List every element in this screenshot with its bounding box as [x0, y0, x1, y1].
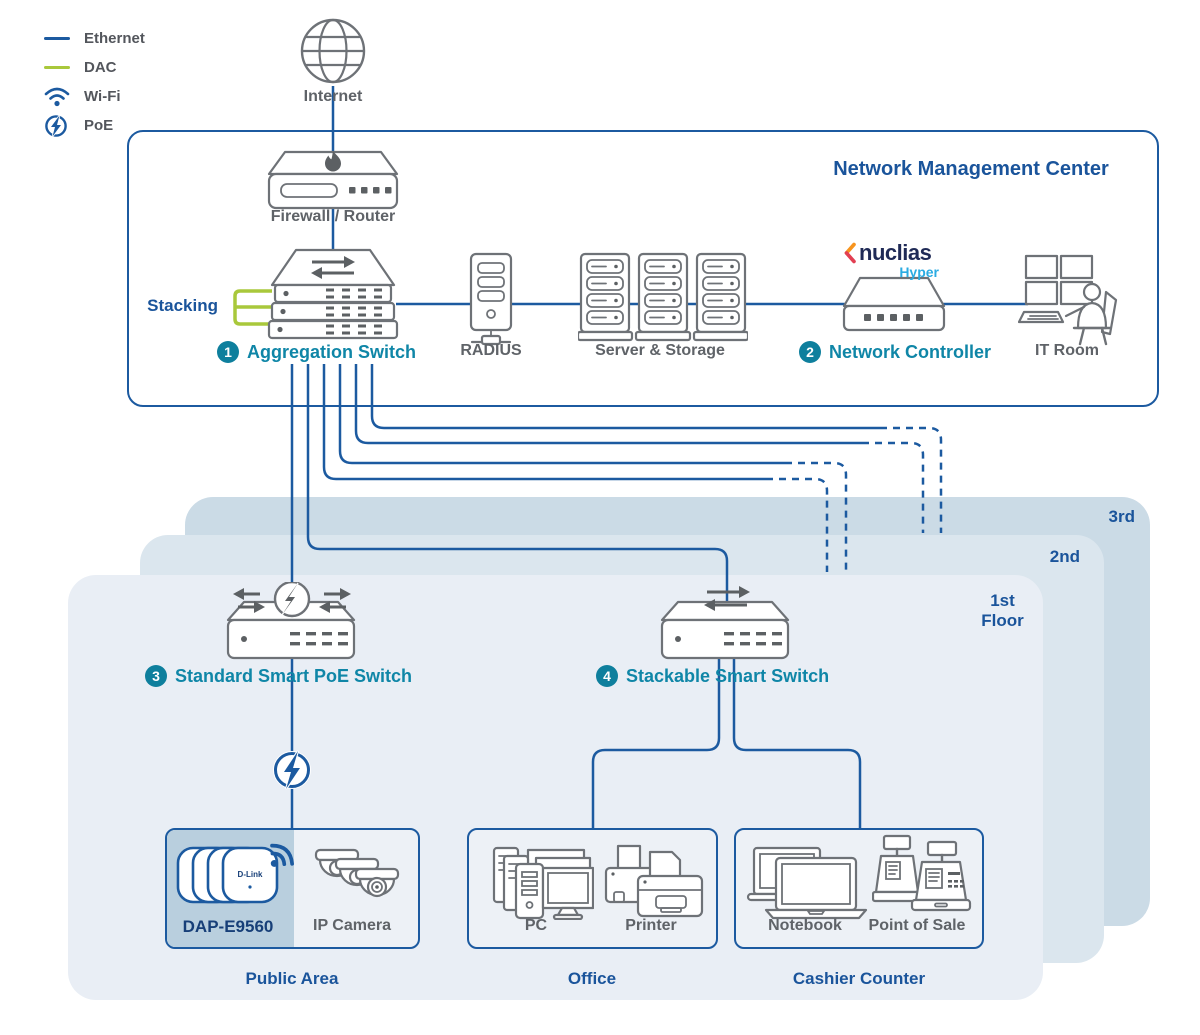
stacking-label: Stacking — [147, 296, 218, 315]
aggregation-switch-label-row — [217, 341, 416, 363]
point-of-sale-icon — [872, 832, 972, 926]
legend-label: DAC — [84, 59, 117, 76]
poe-switch-label: Standard Smart PoE Switch — [175, 665, 413, 686]
network-controller-label-row — [799, 341, 991, 363]
network-controller-label: Network Controller — [829, 341, 992, 362]
poe-icon — [44, 114, 74, 138]
pc-icon — [488, 842, 594, 920]
radius-server-icon — [463, 250, 519, 348]
stackable-switch-label-row — [596, 665, 829, 687]
legend-item-wifi — [44, 86, 145, 107]
it-room-label: IT Room — [1035, 342, 1099, 359]
firewall-router-icon — [263, 146, 403, 212]
badge-3: 3 — [145, 665, 167, 687]
legend-item-poe — [44, 115, 145, 136]
wifi-icon — [44, 86, 74, 107]
dac-line-swatch — [44, 66, 74, 69]
wire-uplink-3rd-a-dashed — [862, 443, 923, 533]
internet-label: Internet — [303, 88, 363, 105]
floor-label-2nd: 2nd — [1049, 547, 1080, 566]
nuclias-logo — [843, 242, 939, 280]
poe-inline-icon — [268, 746, 316, 794]
printer-label: Printer — [625, 917, 677, 934]
aggregation-switch-icon — [258, 246, 408, 342]
cashier-counter-caption: Cashier Counter — [792, 969, 926, 988]
wire-uplink-2nd-a-dashed — [766, 479, 827, 572]
nuclias-chevron-icon — [843, 242, 856, 264]
badge-4: 4 — [596, 665, 618, 687]
legend-label: Ethernet — [84, 30, 145, 47]
server-storage-icon — [578, 250, 748, 342]
floor-label-1st: 1st Floor — [981, 591, 1024, 630]
pc-label: PC — [524, 917, 548, 934]
badge-1: 1 — [217, 341, 239, 363]
legend-item-dac — [44, 57, 145, 78]
stackable-switch-label: Stackable Smart Switch — [626, 665, 830, 686]
nmc-title: Network Management Center — [833, 158, 1109, 180]
dap-e9560-label: DAP-E9560 — [182, 917, 274, 936]
ethernet-line-swatch — [44, 37, 74, 40]
poe-switch-icon — [218, 582, 368, 662]
badge-2: 2 — [799, 341, 821, 363]
radius-label: RADIUS — [460, 342, 522, 359]
firewall-router-label: Firewall / Router — [270, 208, 396, 225]
legend — [44, 28, 145, 136]
public-area-caption: Public Area — [245, 969, 339, 988]
notebook-icon — [746, 844, 868, 920]
hyper-wordmark: Hyper — [899, 264, 939, 280]
legend-item-ethernet — [44, 28, 145, 49]
ip-camera-icon — [312, 846, 408, 914]
poe-switch-label-row — [145, 665, 412, 687]
network-controller-icon — [836, 272, 952, 334]
wire-uplink-3rd-a — [356, 364, 862, 443]
it-room-icon — [1018, 250, 1120, 346]
stackable-switch-icon — [652, 582, 802, 662]
wire-uplink-2nd-b — [340, 364, 785, 463]
ip-camera-label: IP Camera — [313, 917, 391, 934]
aggregation-switch-label: Aggregation Switch — [247, 341, 417, 362]
wire-uplink-3rd-b — [372, 364, 880, 428]
notebook-label: Notebook — [768, 917, 842, 934]
legend-label: Wi-Fi — [84, 88, 121, 105]
floor-label-3rd: 3rd — [1108, 507, 1135, 526]
printer-icon — [600, 840, 706, 920]
nuclias-wordmark: nuclias — [859, 240, 932, 265]
internet-globe-icon — [297, 14, 369, 88]
point-of-sale-label: Point of Sale — [868, 917, 966, 934]
office-caption: Office — [567, 969, 617, 988]
legend-label: PoE — [84, 117, 114, 134]
ap-brand-text: D-Link — [237, 870, 263, 879]
server-storage-label: Server & Storage — [595, 342, 725, 359]
